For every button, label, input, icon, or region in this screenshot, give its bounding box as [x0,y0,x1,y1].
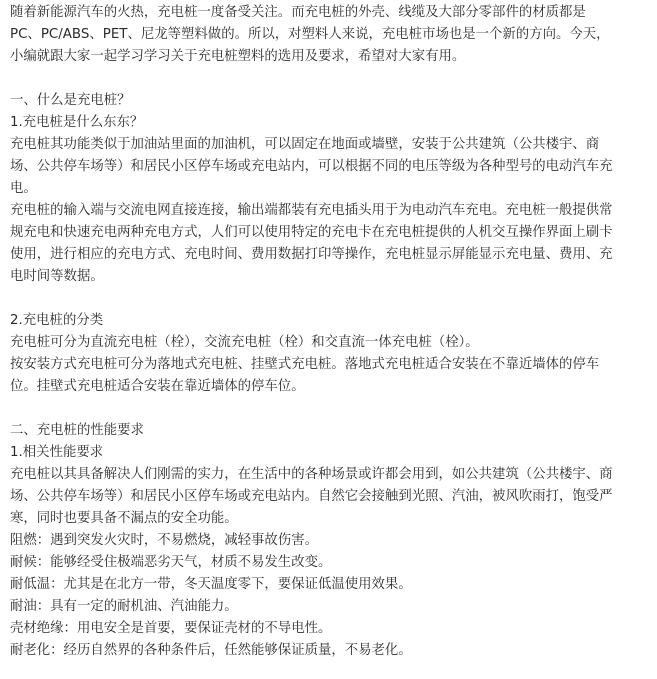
section-2-sub-1-heading: 1.相关性能要求 [10,445,104,460]
requirement-item: 耐老化：经历自然界的各种条件后，任然能够保证质量，不易老化。 [10,643,412,658]
paragraph-line: 充电桩以其具备解决人们刚需的实力，在生活中的各种场景或许都会用到，如公共建筑（公共楼宇、商 [10,467,613,482]
paragraph-line: 场、公共停车场等）和居民小区停车场或充电站内，可以根据不同的电压等级为各种型号的电动汽车充 [10,159,613,174]
paragraph-line: 规充电和快速充电两种充电方式，人们可以使用特定的充电卡在充电桩提供的人机交互操作界面上刷卡 [10,225,613,240]
section-1-heading: 一、什么是充电桩？ [10,93,131,108]
intro-line: 随着新能源汽车的火热，充电桩一度备受关注。而充电桩的外壳、线缆及大部分零部件的材质都是 [10,5,586,20]
requirement-item: 壳材绝缘：用电安全是首要，要保证壳材的不导电性。 [10,621,332,636]
paragraph-line: 位。挂壁式充电桩适合安装在靠近墙体的停车位。 [10,379,305,394]
paragraph-line: 寒，同时也要具备不漏点的安全功能。 [10,511,238,526]
section-2-heading: 二、充电桩的性能要求 [10,423,144,438]
article-body [10,2,652,662]
paragraph-line: 充电桩可分为直流充电桩（栓），交流充电桩（栓）和交直流一体充电桩（栓）。 [10,335,479,350]
paragraph-line: 使用，进行相应的充电方式、充电时间、费用数据打印等操作，充电桩显示屏能显示充电量、费用、充 [10,247,613,262]
paragraph-line: 电。 [10,181,37,196]
paragraph-line: 电时间等数据。 [10,269,104,284]
requirement-item: 耐低温：尤其是在北方一带，冬天温度零下，要保证低温使用效果。 [10,577,412,592]
paragraph-line: 充电桩其功能类似于加油站里面的加油机，可以固定在地面或墙壁，安装于公共建筑（公共楼宇、商 [10,137,600,152]
section-1-sub-2-heading: 2.充电桩的分类 [10,313,104,328]
intro-line: 小编就跟大家一起学习学习关于充电桩塑料的选用及要求，希望对大家有用。 [10,49,466,64]
intro-line: PC、PC/ABS、PET、尼龙等塑料做的。所以，对塑料人来说，充电桩市场也是一个新的方向。今天， [10,27,610,42]
requirement-item: 阻燃：遇到突发火灾时，不易燃烧，减轻事故伤害。 [10,533,318,548]
paragraph-line: 场、公共停车场等）和居民小区停车场或充电站内。自然它会接触到光照、汽油，被风吹雨打，饱受严 [10,489,613,504]
paragraph-line: 按安装方式充电桩可分为落地式充电桩、挂壁式充电桩。落地式充电桩适合安装在不靠近墙体的停车 [10,357,600,372]
requirement-item: 耐油：具有一定的耐机油、汽油能力。 [10,599,238,614]
spacer [10,68,652,90]
requirement-item: 耐候：能够经受住极端恶劣天气，材质不易发生改变。 [10,555,332,570]
spacer [10,398,652,420]
spacer [10,288,652,310]
paragraph-line: 充电桩的输入端与交流电网直接连接，输出端都装有充电插头用于为电动汽车充电。充电桩一般提供常 [10,203,613,218]
section-1-sub-1-heading: 1.充电桩是什么东东？ [10,115,144,130]
